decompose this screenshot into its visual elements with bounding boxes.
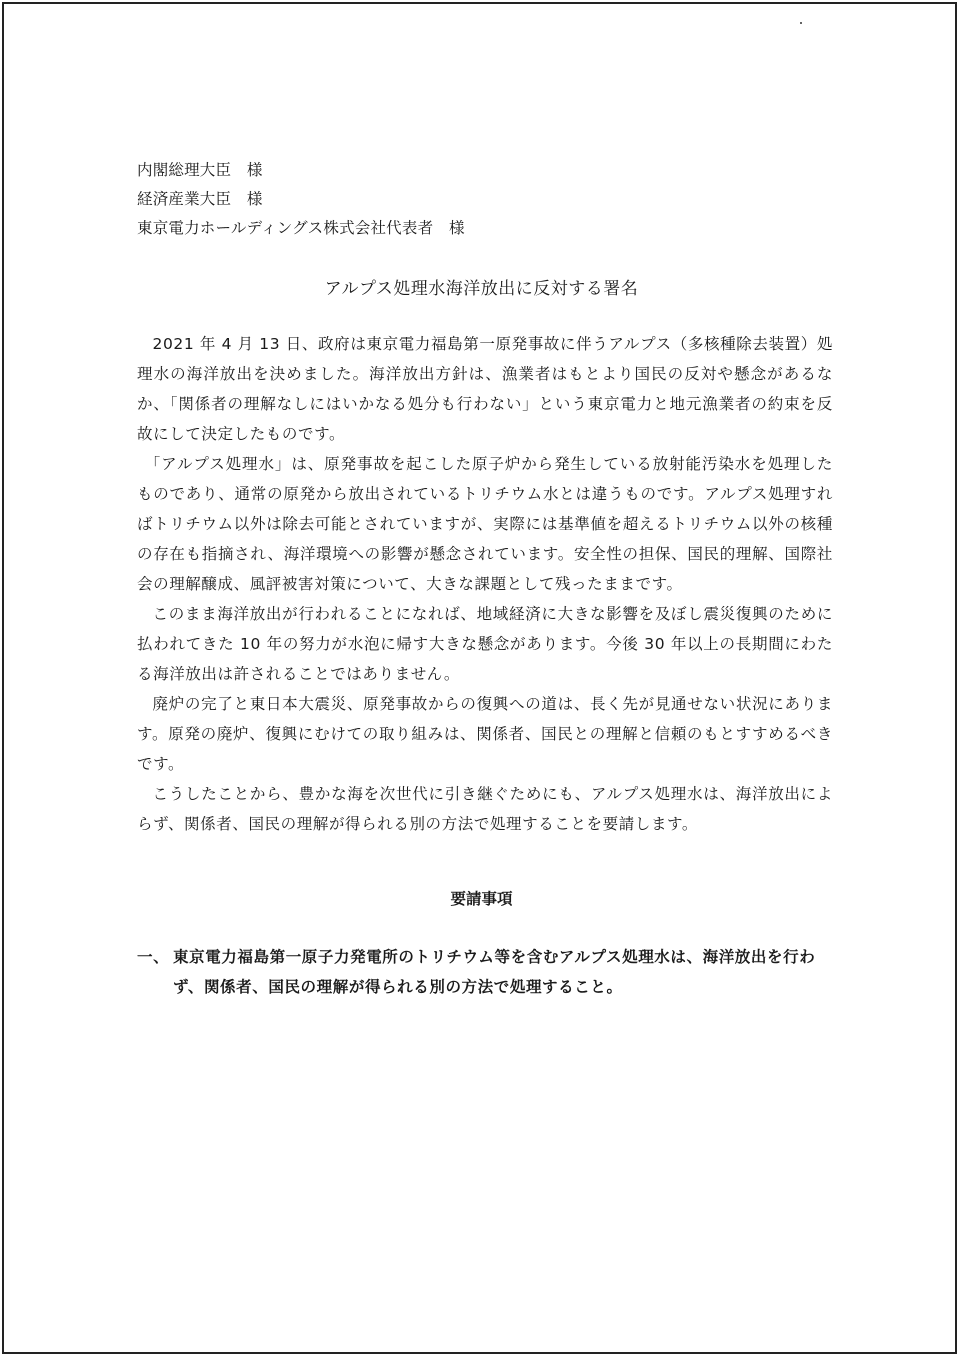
petition-body — [137, 329, 833, 839]
document-title: アルプス処理水海洋放出に反対する署名 — [324, 279, 639, 299]
addressee-meti-minister: 経済産業大臣 様 — [137, 190, 263, 208]
paragraph-5: こうしたことから、豊かな海を次世代に引き継ぐためにも、アルプス処理水は、海洋放出によらず、関係者、国民の理解が得られる別の方法で処理することを要請します。 — [137, 785, 833, 833]
addressee-prime-minister: 内閣総理大臣 様 — [137, 161, 263, 179]
request-item-marker: 一、 — [137, 948, 170, 966]
paragraph-1: 2021 年 4 月 13 日、政府は東京電力福島第一原発事故に伴うアルプス（多核種除去装置）処理水の海洋放出を決めました。海洋放出方針は、漁業者はもとより国民の反対や懸念があるなか、「関係者の理解なしにはいかなる処分も行わない」という東京電力と地元漁業者の約束を反故にして決定したものです。 — [137, 335, 833, 443]
request-item-text: 東京電力福島第一原子力発電所のトリチウム等を含むアルプス処理水は、海洋放出を行わず、関係者、国民の理解が得られる別の方法で処理すること。 — [173, 948, 816, 996]
addressee-tepco-representative: 東京電力ホールディングス株式会社代表者 様 — [137, 219, 465, 237]
paragraph-3: このまま海洋放出が行われることになれば、地域経済に大きな影響を及ぼし震災復興のために払われてきた 10 年の努力が水泡に帰す大きな懸念があります。今後 30 年以上の長期間にわたる海洋放出は許されることではありません。 — [137, 605, 833, 683]
paragraph-4: 廃炉の完了と東日本大震災、原発事故からの復興への道は、長く先が見通せない状況にあります。原発の廃炉、復興にむけての取り組みは、関係者、国民との理解と信頼のもとすすめるべきです。 — [137, 695, 833, 773]
scan-artifact-dot — [800, 22, 802, 24]
request-item — [137, 942, 837, 1002]
paragraph-2: 「アルプス処理水」は、原発事故を起こした原子炉から発生している放射能汚染水を処理したものであり、通常の原発から放出されているトリチウム水とは違うものです。アルプス処理すればトリチウム以外は除去可能とされていますが、実際には基準値を超えるトリチウム以外の核種の存在も指摘され、海洋環境への影響が懸念されています。安全性の担保、国民的理解、国際社会の理解醸成、風評被害対策について、大きな課題として残ったままです。 — [137, 455, 833, 593]
addressee-block — [137, 156, 465, 243]
request-heading: 要請事項 — [450, 890, 513, 908]
document-page — [2, 2, 957, 1354]
